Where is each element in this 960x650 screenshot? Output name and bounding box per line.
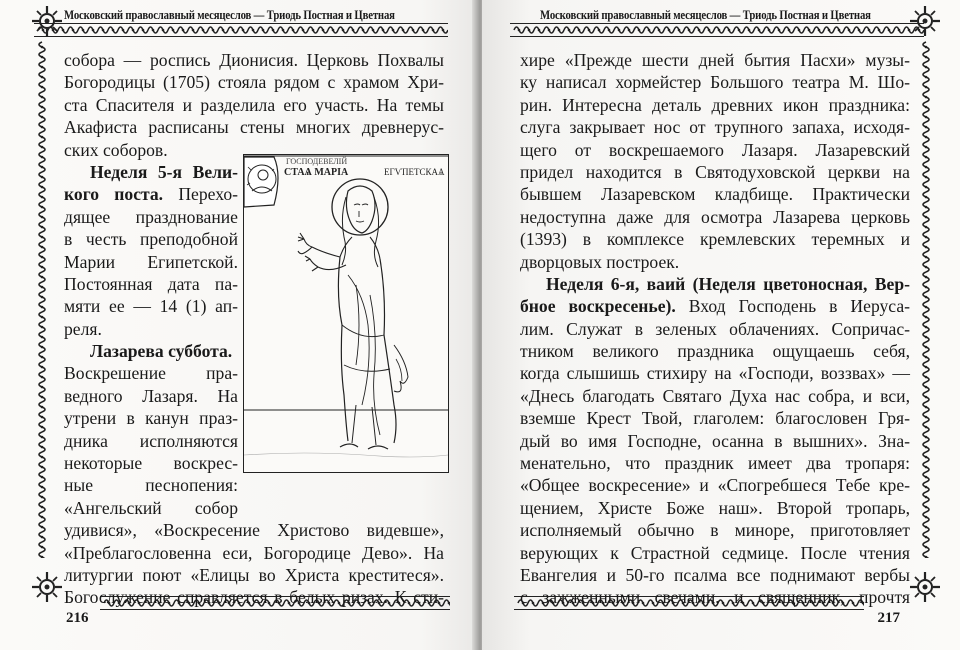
icon-top-band: ГОСПОДЕВЕЛІЙ	[286, 157, 348, 166]
text-line: верующих к Страстной седмице. После чтения	[520, 542, 910, 563]
text-line: когда слышишь стихиру на «Господи, воззвах» —	[520, 363, 910, 384]
icon-illustration	[243, 154, 449, 473]
corner-ornament-bottom-right	[908, 570, 942, 604]
text-line: собора — роспись Дионисия. Церковь Похвалы	[64, 50, 444, 70]
right-page-body	[520, 49, 910, 609]
text-line: ста Спасителя и разделила его участь. На темы	[64, 94, 444, 115]
heading-lazarus-saturday: Лазарева суббота.	[90, 341, 233, 362]
text-line	[64, 183, 238, 205]
saint-mary-icon	[244, 155, 448, 472]
text-line: ских соборов.	[64, 139, 168, 160]
text-line: ные песнопения:	[64, 475, 238, 496]
text-line-rest: Вход Господень в Иеруса-	[675, 296, 910, 317]
text-line: рин. Интересна деталь древних икон праздника:	[520, 94, 910, 115]
text-line: тником великого праздника ощущаешь себя,	[520, 341, 910, 362]
text-line: дника исполняются	[64, 430, 238, 451]
text-line: Постоянная дата па-	[64, 273, 238, 294]
heading-week-6: Неделя 6-я, ваий (Неделя цветоносная, Вер-	[546, 273, 910, 294]
text-line: некоторые воскрес-	[64, 453, 238, 474]
running-head: Московский православный месяцеслов — Триодь Постная и Цветная	[64, 8, 395, 22]
text-line: бывшем Лазаревском кладбище. Практически	[520, 184, 910, 205]
heading-week-5	[64, 161, 238, 183]
text-line: утрени в канун праз-	[64, 408, 238, 429]
text-line: ку написал хормейстер Большого театра М. Шо-	[520, 72, 910, 93]
text-line: «Ангельский собор	[64, 497, 238, 518]
ornament-column-right	[918, 38, 934, 558]
ornament-band-top	[34, 22, 448, 38]
text-line: хире «Прежде шести дней бытия Пасхи» музы-	[520, 50, 910, 70]
text-line: слуга закрывает нос от трупного запаха, исходя-	[520, 117, 910, 138]
text-line	[520, 295, 910, 317]
text-line: исполняемый обычно в миноре, приготовляет	[520, 520, 910, 541]
left-page	[0, 0, 478, 650]
page-number: 217	[877, 610, 900, 626]
text-line: вземше Крест Твой, глаголем: благословен Гря-	[520, 408, 910, 429]
text-line: Евангелия и 50-го псалма все поднимают вербы	[520, 564, 910, 585]
text-line: лим. Служат в зеленых облачениях. Сопричас-	[520, 318, 910, 339]
heading-week-5-cont: кого поста.	[64, 184, 164, 205]
ornament-column-left	[34, 38, 50, 558]
text-line: реля.	[64, 318, 102, 339]
text-line: щением, Христе Боже наш». Второй тропарь,	[520, 497, 910, 518]
corner-ornament-bottom-left	[30, 570, 64, 604]
corner-ornament-top-left	[30, 4, 64, 38]
text-line: придел находится в Святодуховской церкви на	[520, 161, 910, 182]
text-line: в честь преподобной	[64, 229, 238, 250]
text-line: удивися», «Воскресение Христово видевше»,	[64, 520, 444, 541]
text-line: Акафиста расписаны стены многих древнерус-	[64, 117, 444, 138]
text-line: Богослужение справляется в белых ризах. К сти-	[64, 587, 444, 608]
corner-ornament-top-right	[908, 4, 942, 38]
running-head: Московский православный месяцеслов — Триодь Постная и Цветная	[540, 8, 871, 22]
text-line: Воскрешение пра-	[64, 363, 238, 384]
text-line: (1393) в комплексе кремлевских теремных и	[520, 229, 910, 250]
text-line: литургии поют «Елицы во Христа креститеся».	[64, 564, 444, 585]
page-number: 216	[66, 610, 89, 626]
text-line-rest: Перехо-	[163, 184, 238, 205]
text-line: дящее празднование	[64, 206, 238, 227]
text-line: дый во имя Господне, осанна в вышних». Зна-	[520, 430, 910, 451]
text-line: Богородицы (1705) стояла рядом с храмом Хри-	[64, 72, 444, 93]
text-line: «Преблагословенна еси, Богородице Дево». На	[64, 542, 444, 563]
text-line: ведного Лазаря. На	[64, 385, 238, 406]
icon-caption-left: СТАѦ МАРІА	[284, 167, 349, 178]
right-page	[482, 0, 960, 650]
text-line: с зажженными свечами, и священник, прочтя	[520, 587, 910, 608]
text-line: «Общее воскресение» и «Спогребшеся Тебе кре-	[520, 475, 910, 496]
text-line: мяти ее — 14 (1) ап-	[64, 296, 238, 317]
icon-caption-right: ЕГѴПЕТСКАѦ	[384, 167, 445, 177]
heading-week-6-cont: бное воскресенье).	[520, 296, 676, 317]
text-line: менательно, что праздник имеет два тропаря:	[520, 453, 910, 474]
ornament-band-top	[510, 22, 924, 38]
heading-week-5-text: Неделя 5-я Вели-	[90, 161, 238, 182]
text-line: недоступна даже для осмотра Лазарева церковь	[520, 206, 910, 227]
text-line: «Днесь благодать Святаго Духа нас собра, и вси,	[520, 385, 910, 406]
text-line: щего от воскрешаемого Лазаря. Лазаревский	[520, 139, 910, 160]
text-line: Марии Египетской.	[64, 251, 238, 272]
text-line: дворцовых построек.	[520, 251, 680, 272]
